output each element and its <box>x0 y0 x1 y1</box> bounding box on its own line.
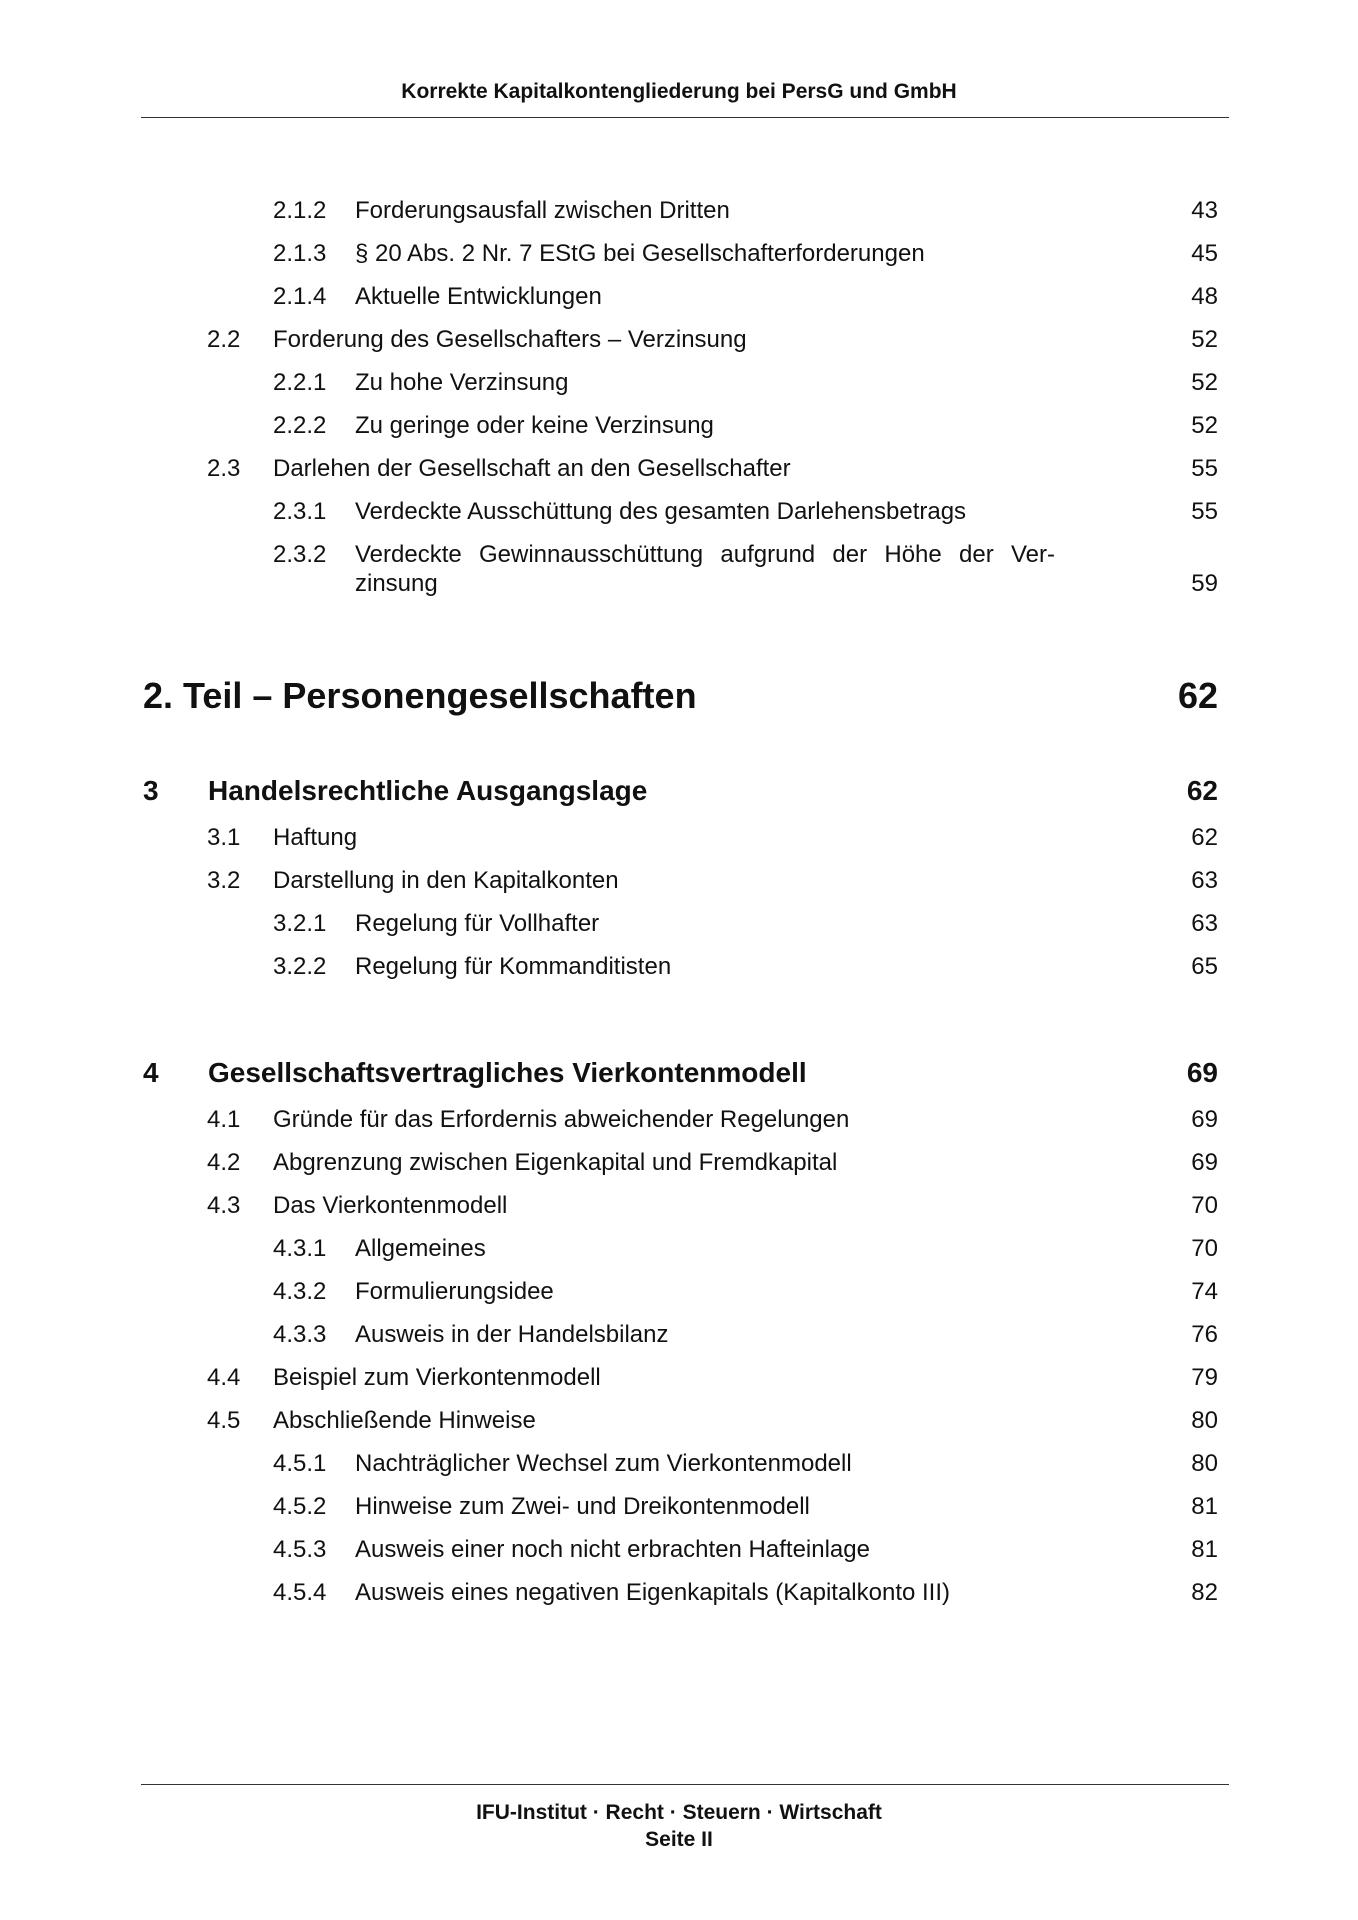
toc-entry-title: Zu geringe oder keine Verzinsung <box>355 412 714 439</box>
toc-entry-page: 48 <box>1191 283 1218 310</box>
toc-entry-number: 4.4 <box>207 1364 241 1391</box>
toc-entry-title: Handelsrechtliche Ausgangslage <box>208 775 648 806</box>
toc-entry-number: 4.2 <box>207 1149 241 1176</box>
toc-entry-page: 45 <box>1191 240 1218 267</box>
toc-entry-number: 3.2 <box>207 867 241 894</box>
toc-entry-page: 76 <box>1191 1321 1218 1348</box>
toc-entry-title: Forderungsausfall zwischen Dritten <box>355 197 730 224</box>
toc-entry-number: 4.3.1 <box>273 1235 327 1262</box>
toc-entry-number: 2.3.1 <box>273 498 327 525</box>
toc-entry-page: 52 <box>1191 326 1218 353</box>
toc-entry-number: 4.1 <box>207 1106 241 1133</box>
toc-entry-title: 2. Teil – Personengesellschaften <box>143 675 697 716</box>
toc-entry-page: 69 <box>1186 1057 1218 1088</box>
toc-entry-page: 82 <box>1191 1579 1218 1606</box>
toc-entry-number: 4.3.2 <box>273 1278 327 1305</box>
toc-entry-title: Regelung für Kommanditisten <box>355 953 672 980</box>
toc-entry-page: 69 <box>1191 1149 1218 1176</box>
toc-entry-number: 2.2.2 <box>273 412 327 439</box>
toc-entry-title: Verdeckte Gewinnausschüttung aufgrund der Höhe der Ver- zinsung <box>355 541 1055 597</box>
toc-entry-page: 63 <box>1191 867 1218 894</box>
toc-entry-title: Ausweis eines negativen Eigenkapitals (Kapitalkonto III) <box>355 1579 951 1606</box>
toc-entry-page: 52 <box>1191 412 1218 439</box>
toc-entry-title: Abschließende Hinweise <box>273 1407 536 1434</box>
toc-entry-number: 3.2.1 <box>273 910 327 937</box>
toc-entry-page: 70 <box>1191 1192 1218 1219</box>
toc-entry-title: Darlehen der Gesellschaft an den Gesellschafter <box>273 455 791 482</box>
toc-entry-page: 81 <box>1191 1536 1218 1563</box>
toc-entry-title: Verdeckte Ausschüttung des gesamten Darlehensbetrags <box>355 498 967 525</box>
toc-entry-title: Formulierungsidee <box>355 1278 554 1305</box>
toc-entry-page: 43 <box>1191 197 1218 224</box>
toc-entry-title: Haftung <box>273 824 358 851</box>
toc-entry-number: 3.1 <box>207 824 241 851</box>
toc-entry-title: Beispiel zum Vierkontenmodell <box>273 1364 601 1391</box>
toc-entry-title: Ausweis einer noch nicht erbrachten Hafteinlage <box>355 1536 870 1563</box>
toc-entry-number: 2.3.2 <box>273 541 327 568</box>
toc-entry-page: 69 <box>1191 1106 1218 1133</box>
toc-entry-title: Ausweis in der Handelsbilanz <box>355 1321 669 1348</box>
toc-entry-number: 4.3 <box>207 1192 241 1219</box>
toc-entry-number: 4.5 <box>207 1407 241 1434</box>
toc-entry-page: 55 <box>1191 455 1218 482</box>
toc-entry-page: 52 <box>1191 369 1218 396</box>
toc-entry-page: 55 <box>1191 498 1218 525</box>
toc-entry-title: § 20 Abs. 2 Nr. 7 EStG bei Gesellschafterforderungen <box>355 240 925 267</box>
toc-entry-title: Forderung des Gesellschafters – Verzinsung <box>273 326 747 353</box>
toc-entry-number: 2.2.1 <box>273 369 327 396</box>
toc-entry-number: 4.5.2 <box>273 1493 327 1520</box>
toc-entry-page: 59 <box>1191 570 1218 597</box>
toc-entry-title: Gesellschaftsvertragliches Vierkontenmodell <box>208 1057 807 1088</box>
toc-entry-number: 3 <box>143 775 159 806</box>
toc-entry-page: 80 <box>1191 1450 1218 1477</box>
toc-entry-number: 2.1.4 <box>273 283 327 310</box>
running-header: Korrekte Kapitalkontengliederung bei PersG und GmbH <box>401 80 957 103</box>
toc-entry-page: 80 <box>1191 1407 1218 1434</box>
toc-entry-page: 79 <box>1191 1364 1218 1391</box>
toc-entry-page: 81 <box>1191 1493 1218 1520</box>
toc-entry-number: 4 <box>143 1057 159 1088</box>
toc-entry-title: Nachträglicher Wechsel zum Vierkontenmodell <box>355 1450 852 1477</box>
toc-entry-page: 65 <box>1191 953 1218 980</box>
toc-entry-title: Regelung für Vollhafter <box>355 910 600 937</box>
toc-entry-number: 4.5.4 <box>273 1579 327 1606</box>
toc-entry-number: 3.2.2 <box>273 953 327 980</box>
toc-entry-number: 2.1.3 <box>273 240 327 267</box>
footer-page-label: Seite II <box>645 1828 713 1851</box>
toc-entry-title: Darstellung in den Kapitalkonten <box>273 867 619 894</box>
toc-entry-title: Allgemeines <box>355 1235 486 1262</box>
toc-entry-title: Das Vierkontenmodell <box>273 1192 508 1219</box>
toc-entry-number: 2.2 <box>207 326 241 353</box>
toc-entry-number: 4.3.3 <box>273 1321 327 1348</box>
toc-entry-title: Gründe für das Erfordernis abweichender Regelungen <box>273 1106 850 1133</box>
toc-entry-page: 62 <box>1177 675 1218 716</box>
toc-entry-number: 2.1.2 <box>273 197 327 224</box>
toc-entry-title: Zu hohe Verzinsung <box>355 369 569 396</box>
toc-entry-title: Hinweise zum Zwei- und Dreikontenmodell <box>355 1493 810 1520</box>
toc-entry-title: Abgrenzung zwischen Eigenkapital und Fremdkapital <box>273 1149 838 1176</box>
toc-entry-number: 4.5.3 <box>273 1536 327 1563</box>
toc-entry-number: 4.5.1 <box>273 1450 327 1477</box>
toc-entry-title: Aktuelle Entwicklungen <box>355 283 602 310</box>
toc-entry-page: 74 <box>1191 1278 1218 1305</box>
footer-rule <box>141 1784 1229 1785</box>
toc-entry-page: 62 <box>1191 824 1218 851</box>
toc-entry-page: 70 <box>1191 1235 1218 1262</box>
toc-entry-number: 2.3 <box>207 455 241 482</box>
toc-entry-page: 63 <box>1191 910 1218 937</box>
footer-publisher: IFU-Institut · Recht · Steuern · Wirtschaft <box>476 1801 882 1824</box>
toc-entry-page: 62 <box>1186 775 1218 806</box>
